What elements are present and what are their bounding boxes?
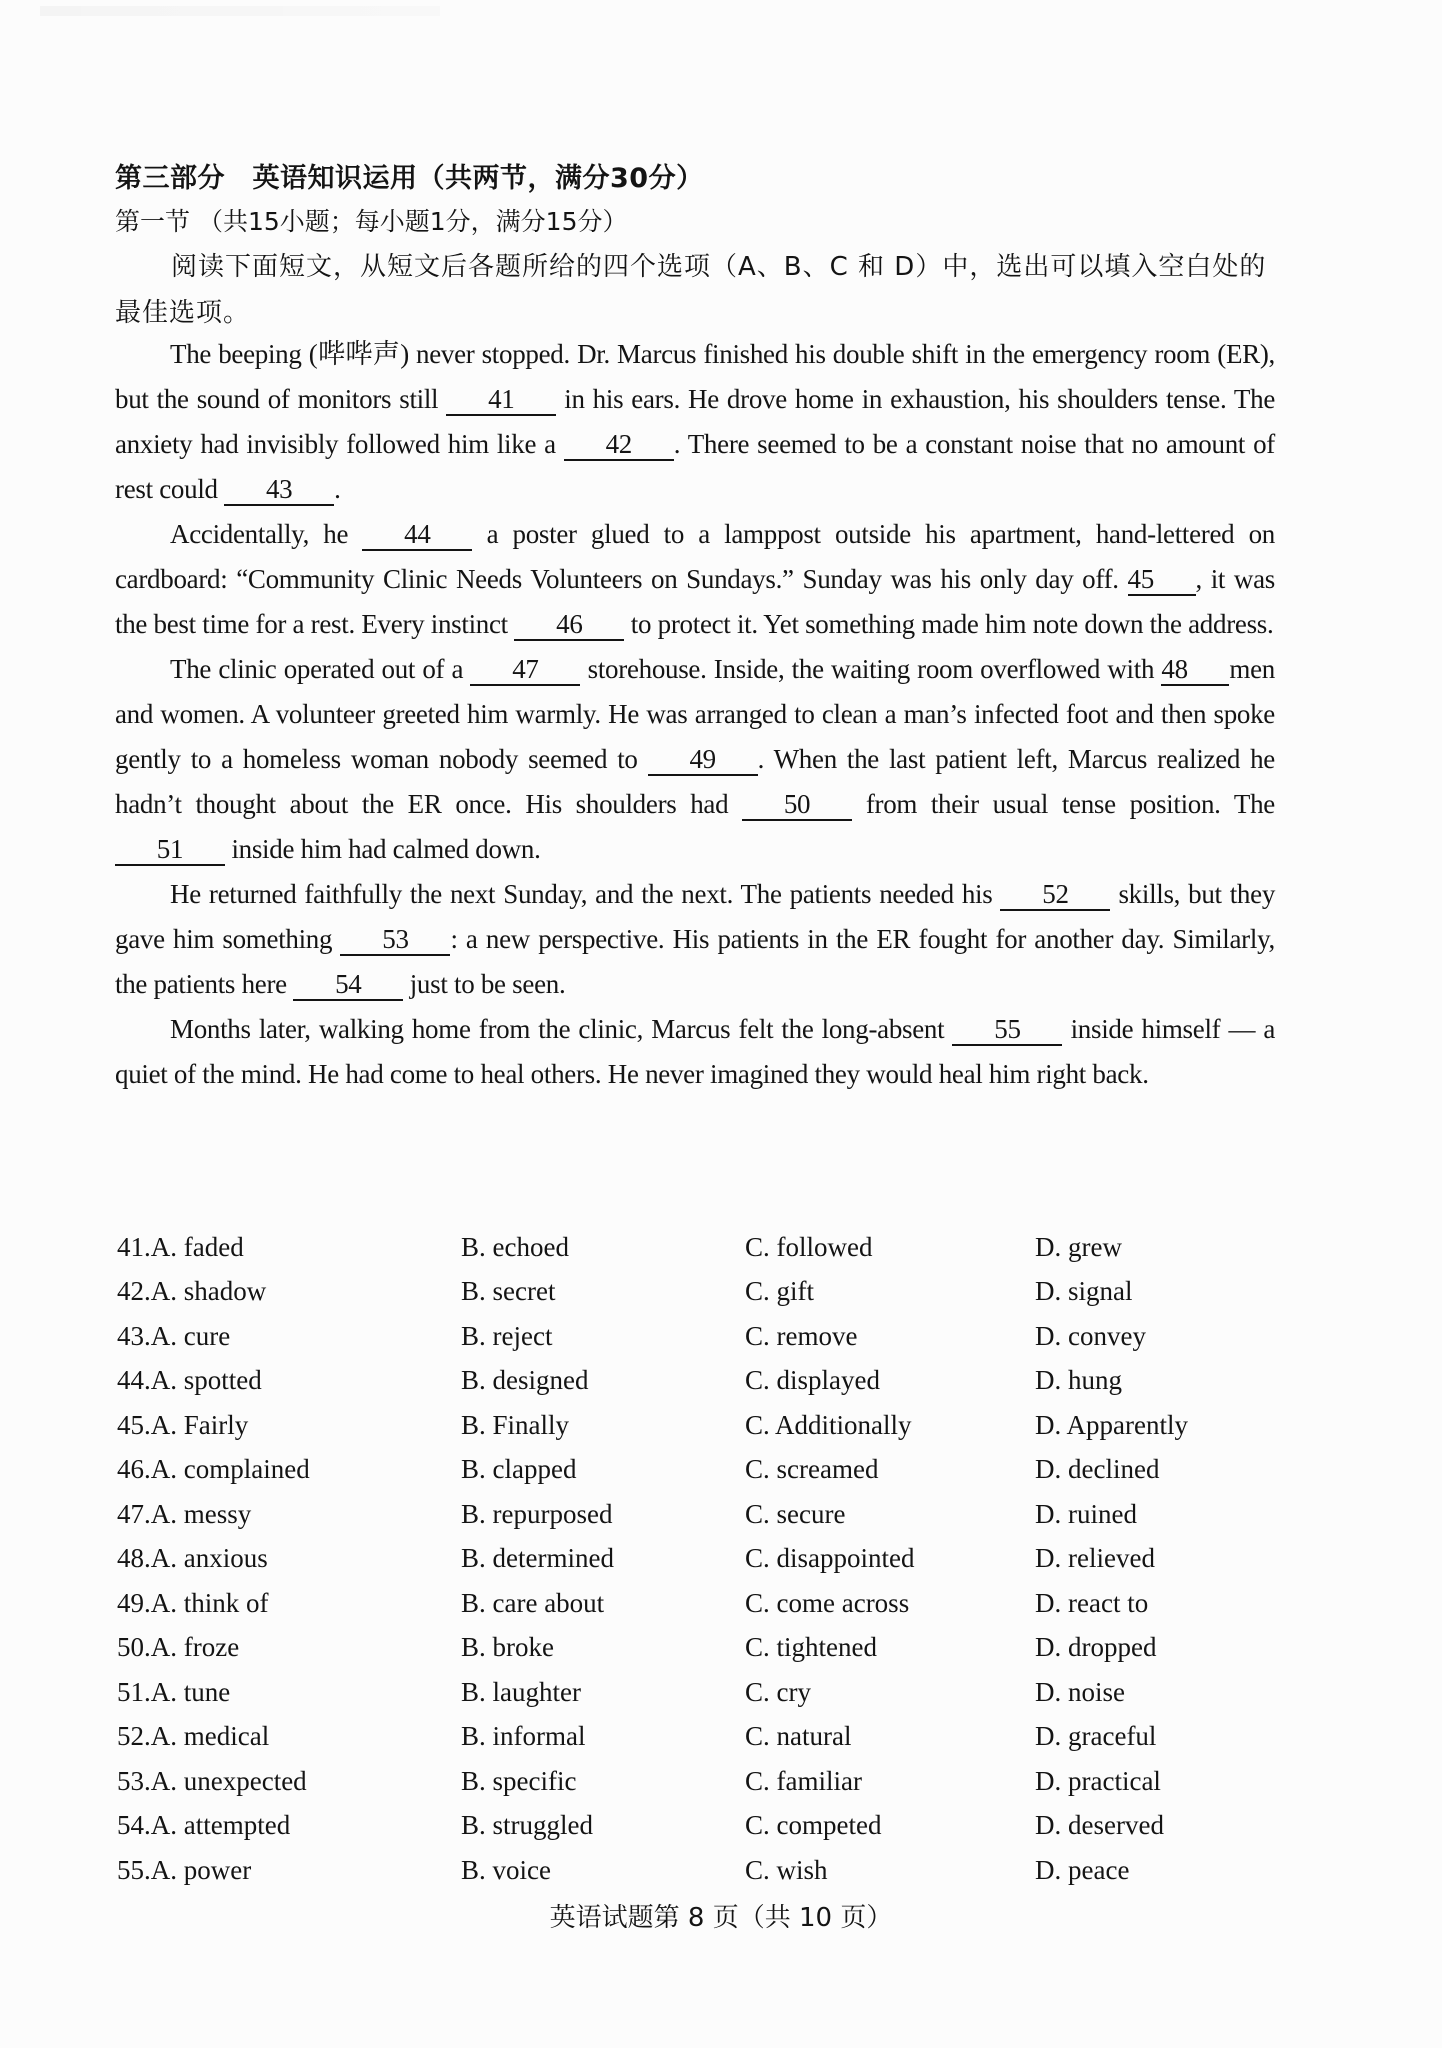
question-44 bbox=[117, 1359, 1235, 1404]
option-d: D. relieved bbox=[1035, 1543, 1155, 1574]
option-c: C. secure bbox=[745, 1498, 846, 1529]
passage-text: : a new perspective. His patients in the ER fought for another day. Similarly, the patients here bbox=[115, 924, 1275, 999]
option-a bbox=[117, 1543, 461, 1574]
option-a-text: A. messy bbox=[150, 1498, 252, 1529]
option-d: D. deserved bbox=[1035, 1810, 1164, 1841]
option-a bbox=[117, 1276, 461, 1307]
option-c: C. Additionally bbox=[745, 1409, 912, 1440]
question-51 bbox=[117, 1670, 1235, 1715]
option-c: C. screamed bbox=[745, 1454, 879, 1485]
option-c: C. remove bbox=[745, 1320, 858, 1351]
question-number: 49. bbox=[117, 1587, 151, 1618]
option-d: D. grew bbox=[1035, 1231, 1122, 1262]
option-a bbox=[117, 1499, 461, 1530]
passage-text: inside himself — a quiet of the mind. He had come to heal others. He never imagined they would heal him right back. bbox=[115, 1014, 1275, 1089]
option-c: C. cry bbox=[745, 1676, 811, 1707]
passage-text: just to be seen. bbox=[403, 969, 566, 999]
blank-55: 55 bbox=[952, 1014, 1062, 1046]
option-c: C. come across bbox=[745, 1587, 910, 1618]
blank-53: 53 bbox=[340, 924, 450, 956]
option-a bbox=[117, 1454, 461, 1485]
paragraph-3 bbox=[115, 647, 1275, 872]
option-a-text: A. attempted bbox=[150, 1810, 291, 1841]
passage-text: . When the last patient left, Marcus realized he hadn’t thought about the ER once. His shoulders had bbox=[115, 744, 1275, 819]
option-b: B. informal bbox=[461, 1721, 586, 1752]
option-b: B. struggled bbox=[461, 1810, 593, 1841]
question-50 bbox=[117, 1626, 1235, 1671]
passage-text: , it was the best time for a rest. Every instinct bbox=[115, 564, 1275, 639]
option-d: D. convey bbox=[1035, 1320, 1146, 1351]
option-c: C. gift bbox=[745, 1276, 815, 1307]
question-43 bbox=[117, 1314, 1235, 1359]
question-41 bbox=[117, 1225, 1235, 1270]
option-a-text: A. spotted bbox=[150, 1365, 262, 1396]
section-title: 第三部分 英语知识运用（共两节，满分30分） bbox=[115, 163, 704, 194]
option-c: C. natural bbox=[745, 1721, 852, 1752]
blank-48: 48 bbox=[1161, 654, 1229, 686]
question-48 bbox=[117, 1537, 1235, 1582]
option-d: D. Apparently bbox=[1035, 1409, 1188, 1440]
option-c: C. disappointed bbox=[745, 1543, 915, 1574]
option-b: B. Finally bbox=[461, 1409, 570, 1440]
option-a-text: A. shadow bbox=[150, 1276, 267, 1307]
blank-43: 43 bbox=[224, 474, 334, 506]
option-a-text: A. Fairly bbox=[150, 1409, 249, 1440]
option-c: C. displayed bbox=[745, 1365, 880, 1396]
option-b: B. echoed bbox=[461, 1231, 569, 1262]
blank-50: 50 bbox=[742, 789, 852, 821]
option-b: B. designed bbox=[461, 1365, 589, 1396]
option-c: C. followed bbox=[745, 1231, 873, 1262]
question-number: 53. bbox=[117, 1765, 151, 1796]
blank-44: 44 bbox=[362, 519, 472, 551]
blank-54: 54 bbox=[293, 969, 403, 1001]
passage-text: The beeping (哔哔声) never stopped. Dr. Marcus finished his double shift in the emergency room (ER), but the sound of monitors still bbox=[115, 339, 1275, 414]
passage-text: skills, but they gave him something bbox=[115, 879, 1276, 954]
option-a bbox=[117, 1721, 461, 1752]
passage-text: Months later, walking home from the clinic, Marcus felt the long-absent bbox=[170, 1014, 953, 1044]
option-a bbox=[117, 1232, 461, 1263]
question-number: 45. bbox=[117, 1409, 151, 1440]
option-a bbox=[117, 1410, 461, 1441]
option-a-text: A. think of bbox=[150, 1587, 269, 1618]
option-a bbox=[117, 1810, 461, 1841]
blank-51: 51 bbox=[115, 834, 225, 866]
option-a bbox=[117, 1321, 461, 1352]
option-b: B. secret bbox=[461, 1276, 556, 1307]
blank-47: 47 bbox=[470, 654, 580, 686]
option-a-text: A. anxious bbox=[150, 1543, 268, 1574]
blank-49: 49 bbox=[648, 744, 758, 776]
section-subtitle: 第一节 （共15小题；每小题1分，满分15分） bbox=[115, 207, 628, 236]
option-b: B. voice bbox=[461, 1854, 551, 1885]
question-42 bbox=[117, 1270, 1235, 1315]
question-number: 51. bbox=[117, 1676, 151, 1707]
paragraph-1 bbox=[115, 332, 1275, 512]
question-number: 50. bbox=[117, 1632, 151, 1663]
passage-text: to protect it. Yet something made him note down the address. bbox=[624, 609, 1274, 639]
blank-46: 46 bbox=[514, 609, 624, 641]
paragraph-4 bbox=[115, 872, 1275, 1007]
question-number: 55. bbox=[117, 1854, 151, 1885]
option-c: C. wish bbox=[745, 1854, 828, 1885]
question-number: 47. bbox=[117, 1498, 151, 1529]
question-52 bbox=[117, 1715, 1235, 1760]
option-d: D. peace bbox=[1035, 1854, 1130, 1885]
question-55 bbox=[117, 1848, 1235, 1893]
passage-text: men and women. A volunteer greeted him warmly. He was arranged to clean a man’s infected foot and then spoke gently to a homeless woman nobody seemed to bbox=[115, 654, 1275, 774]
question-46 bbox=[117, 1448, 1235, 1493]
option-d: D. graceful bbox=[1035, 1721, 1157, 1752]
blank-41: 41 bbox=[446, 384, 556, 416]
option-a-text: A. cure bbox=[150, 1320, 231, 1351]
question-45 bbox=[117, 1403, 1235, 1448]
option-d: D. ruined bbox=[1035, 1498, 1137, 1529]
option-b: B. determined bbox=[461, 1543, 614, 1574]
option-a-text: A. power bbox=[150, 1854, 252, 1885]
option-c: C. familiar bbox=[745, 1765, 862, 1796]
passage-text: storehouse. Inside, the waiting room overflowed with bbox=[580, 654, 1162, 684]
passage-text: from their usual tense position. The bbox=[852, 789, 1275, 819]
option-c: C. competed bbox=[745, 1810, 882, 1841]
blank-45: 45 bbox=[1128, 564, 1196, 596]
question-number: 54. bbox=[117, 1810, 151, 1841]
passage-text: . There seemed to be a constant noise that no amount of rest could bbox=[115, 429, 1275, 504]
option-a-text: A. medical bbox=[150, 1721, 270, 1752]
scan-bleed-through bbox=[40, 6, 440, 16]
question-number: 42. bbox=[117, 1276, 151, 1307]
question-number: 44. bbox=[117, 1365, 151, 1396]
question-number: 46. bbox=[117, 1454, 151, 1485]
answer-options bbox=[117, 1225, 1235, 1893]
option-a bbox=[117, 1677, 461, 1708]
option-a-text: A. complained bbox=[150, 1454, 310, 1485]
paragraph-5 bbox=[115, 1007, 1275, 1097]
option-a bbox=[117, 1588, 461, 1619]
option-d: D. dropped bbox=[1035, 1632, 1157, 1663]
passage-text: in his ears. He drove home in exhaustion, his shoulders tense. The anxiety had invisibly followed him like a bbox=[115, 384, 1275, 459]
option-a bbox=[117, 1632, 461, 1663]
option-d: D. practical bbox=[1035, 1765, 1161, 1796]
option-b: B. reject bbox=[461, 1320, 553, 1351]
blank-52: 52 bbox=[1000, 879, 1110, 911]
option-b: B. repurposed bbox=[461, 1498, 613, 1529]
option-d: D. hung bbox=[1035, 1365, 1122, 1396]
question-49 bbox=[117, 1581, 1235, 1626]
option-b: B. laughter bbox=[461, 1676, 581, 1707]
option-c: C. tightened bbox=[745, 1632, 877, 1663]
option-d: D. noise bbox=[1035, 1676, 1125, 1707]
cloze-passage bbox=[115, 332, 1275, 1097]
option-b: B. specific bbox=[461, 1765, 577, 1796]
option-b: B. care about bbox=[461, 1587, 605, 1618]
option-a bbox=[117, 1766, 461, 1797]
question-number: 41. bbox=[117, 1231, 151, 1262]
option-a-text: A. unexpected bbox=[150, 1765, 307, 1796]
passage-text: He returned faithfully the next Sunday, and the next. The patients needed his bbox=[170, 879, 1001, 909]
passage-text: a poster glued to a lamppost outside his apartment, hand-lettered on cardboard: “Community Clinic Needs Volunteers on Sundays.” Sunday was his only day off. bbox=[115, 519, 1275, 594]
option-a-text: A. froze bbox=[150, 1632, 240, 1663]
question-number: 43. bbox=[117, 1320, 151, 1351]
option-b: B. clapped bbox=[461, 1454, 577, 1485]
option-a-text: A. faded bbox=[150, 1231, 244, 1262]
option-a bbox=[117, 1855, 461, 1886]
question-53 bbox=[117, 1759, 1235, 1804]
blank-42: 42 bbox=[564, 429, 674, 461]
question-number: 48. bbox=[117, 1543, 151, 1574]
passage-text: . bbox=[334, 474, 341, 504]
passage-text: inside him had calmed down. bbox=[225, 834, 541, 864]
option-a-text: A. tune bbox=[150, 1676, 231, 1707]
passage-text: The clinic operated out of a bbox=[170, 654, 471, 684]
option-d: D. declined bbox=[1035, 1454, 1160, 1485]
option-d: D. react to bbox=[1035, 1587, 1149, 1618]
option-a bbox=[117, 1365, 461, 1396]
passage-text: Accidentally, he bbox=[170, 519, 363, 549]
question-number: 52. bbox=[117, 1721, 151, 1752]
question-54 bbox=[117, 1804, 1235, 1849]
question-47 bbox=[117, 1492, 1235, 1537]
option-d: D. signal bbox=[1035, 1276, 1133, 1307]
instructions: 阅读下面短文，从短文后各题所给的四个选项（A、B、C 和 D）中，选出可以填入空白处的最佳选项。 bbox=[115, 252, 1267, 328]
option-b: B. broke bbox=[461, 1632, 554, 1663]
page-footer: 英语试题第 8 页（共 10 页） bbox=[549, 1903, 893, 1933]
paragraph-2 bbox=[115, 512, 1275, 647]
